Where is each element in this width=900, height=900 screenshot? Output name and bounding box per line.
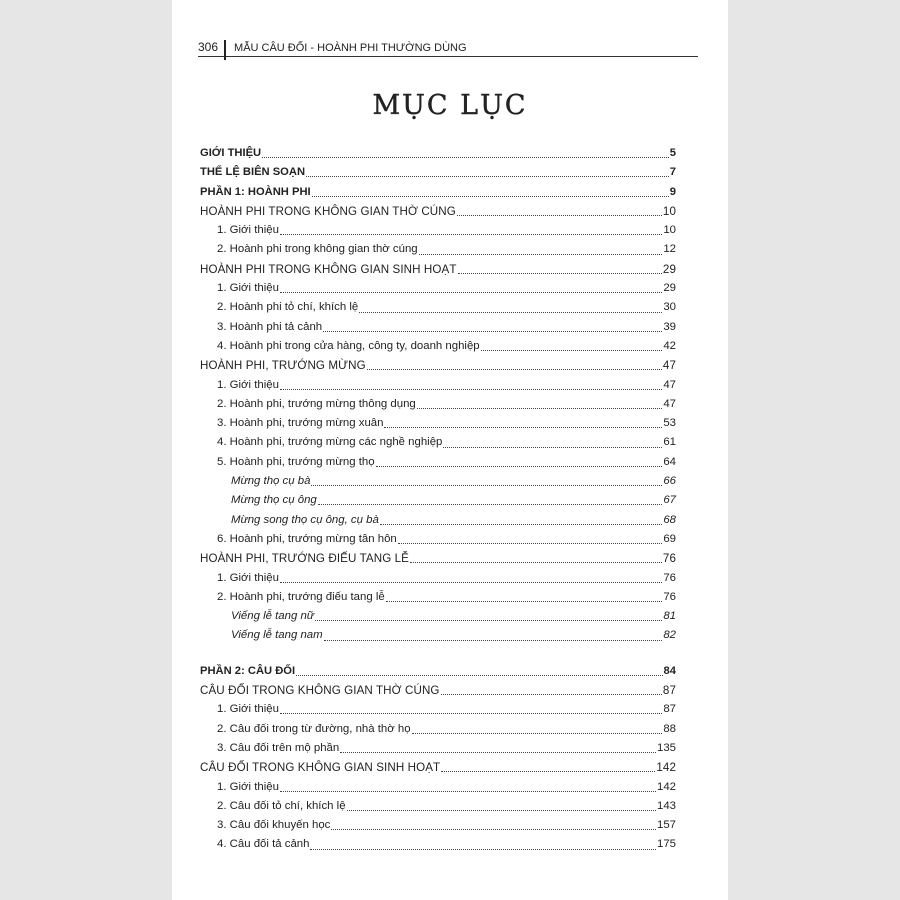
table-of-contents xyxy=(200,144,676,855)
toc-entry xyxy=(200,395,676,414)
toc-entry-page: 30 xyxy=(663,301,676,314)
toc-entry-label: 1. Giới thiệu xyxy=(217,378,279,391)
toc-entry-page: 87 xyxy=(662,684,676,698)
toc-entry-label: 2. Hoành phi tỏ chí, khích lệ xyxy=(217,301,359,314)
dot-leader xyxy=(324,640,663,641)
toc-entry xyxy=(200,816,676,835)
toc-entry-page: 47 xyxy=(662,359,676,373)
toc-entry xyxy=(200,626,676,645)
toc-entry-page: 5 xyxy=(669,147,676,159)
toc-entry xyxy=(200,337,676,356)
toc-entry-page: 47 xyxy=(663,378,676,391)
dot-leader xyxy=(412,733,663,734)
toc-entry xyxy=(200,163,676,182)
dot-leader xyxy=(386,601,663,602)
dot-leader xyxy=(280,292,662,293)
dot-leader xyxy=(419,254,663,255)
toc-entry-page: 67 xyxy=(663,494,676,507)
toc-entry-label: HOÀNH PHI TRONG KHÔNG GIAN THỜ CÚNG xyxy=(200,204,456,218)
toc-entry xyxy=(200,700,676,719)
toc-entry-page: 135 xyxy=(656,741,676,754)
toc-entry-page: 84 xyxy=(663,664,676,677)
toc-entry-page: 175 xyxy=(656,838,676,851)
dot-leader xyxy=(296,675,662,676)
dot-leader xyxy=(340,752,656,753)
toc-entry-label: 3. Hoành phi, trướng mừng xuân xyxy=(217,417,384,430)
dot-leader xyxy=(457,215,662,216)
dot-leader xyxy=(312,196,669,197)
dot-leader xyxy=(280,389,662,390)
toc-entry-label: 2. Hoành phi trong không gian thờ cúng xyxy=(217,243,418,256)
dot-leader xyxy=(443,447,662,448)
dot-leader xyxy=(410,562,662,563)
toc-entry-page: 68 xyxy=(663,513,676,526)
toc-entry xyxy=(200,472,676,491)
toc-entry xyxy=(200,240,676,259)
toc-entry-page: 29 xyxy=(663,282,676,295)
toc-entry-page: 143 xyxy=(656,799,676,812)
dot-leader xyxy=(280,582,662,583)
toc-entry-label: 3. Hoành phi tả cảnh xyxy=(217,320,323,333)
toc-entry-page: 76 xyxy=(663,571,676,584)
toc-entry-label: Viếng lễ tang nam xyxy=(231,629,323,642)
toc-entry xyxy=(200,453,676,472)
toc-entry xyxy=(200,758,676,777)
toc-entry-page: 10 xyxy=(662,204,676,218)
dot-leader xyxy=(262,157,669,158)
toc-entry xyxy=(200,530,676,549)
toc-entry-page: 64 xyxy=(663,455,676,468)
toc-entry-page: 29 xyxy=(662,262,676,276)
dot-leader xyxy=(441,694,662,695)
toc-entry-page: 53 xyxy=(663,417,676,430)
dot-leader xyxy=(315,620,662,621)
toc-entry-label: PHẦN 1: HOÀNH PHI xyxy=(200,185,311,198)
toc-entry xyxy=(200,433,676,452)
dot-leader xyxy=(380,524,663,525)
toc-entry xyxy=(200,491,676,510)
toc-entry xyxy=(200,414,676,433)
toc-entry-label: Viếng lễ tang nữ xyxy=(231,610,315,623)
page-title: MỤC LỤC xyxy=(372,90,528,121)
toc-entry-page: 61 xyxy=(663,436,676,449)
toc-entry-label: Mừng thọ cụ ông xyxy=(231,494,317,507)
toc-entry-label: 4. Hoành phi, trướng mừng các nghề nghiệp xyxy=(217,436,443,449)
toc-entry-page: 87 xyxy=(663,703,676,716)
dot-leader xyxy=(331,829,656,830)
toc-entry-label: 2. Câu đối trong từ đường, nhà thờ họ xyxy=(217,722,411,735)
toc-entry-page: 88 xyxy=(663,722,676,735)
toc-entry xyxy=(200,797,676,816)
toc-entry-page: 82 xyxy=(663,629,676,642)
toc-entry xyxy=(200,260,676,279)
toc-entry xyxy=(200,202,676,221)
book-title: MẪU CÂU ĐỐI - HOÀNH PHI THƯỜNG DÙNG xyxy=(234,42,467,54)
toc-entry-page: 12 xyxy=(663,243,676,256)
dot-leader xyxy=(310,849,656,850)
dot-leader xyxy=(323,331,662,332)
toc-entry xyxy=(200,298,676,317)
toc-entry xyxy=(200,607,676,626)
toc-entry-page: 10 xyxy=(663,224,676,237)
toc-entry-label: Mừng thọ cụ bà xyxy=(231,475,311,488)
running-header xyxy=(198,40,698,57)
toc-entry-page: 39 xyxy=(663,320,676,333)
dot-leader xyxy=(441,771,655,772)
toc-entry xyxy=(200,835,676,854)
toc-entry xyxy=(200,588,676,607)
dot-leader xyxy=(347,810,656,811)
toc-entry-label: THỂ LỆ BIÊN SOẠN xyxy=(200,166,306,179)
toc-entry xyxy=(200,318,676,337)
toc-entry xyxy=(200,569,676,588)
toc-entry-page: 142 xyxy=(656,761,676,775)
toc-entry-label: HOÀNH PHI, TRƯỚNG ĐIẾU TANG LỄ xyxy=(200,552,410,566)
toc-entry-page: 76 xyxy=(662,552,676,566)
toc-entry-page: 69 xyxy=(663,532,676,545)
toc-entry xyxy=(200,221,676,240)
dot-leader xyxy=(359,312,662,313)
toc-entry xyxy=(200,279,676,298)
toc-entry xyxy=(200,549,676,568)
dot-leader xyxy=(458,273,662,274)
toc-entry-page: 157 xyxy=(656,819,676,832)
dot-leader xyxy=(398,543,663,544)
dot-leader xyxy=(318,504,663,505)
toc-entry-label: CÂU ĐỐI TRONG KHÔNG GIAN THỜ CÚNG xyxy=(200,684,440,698)
book-page xyxy=(172,0,728,900)
toc-entry-label: 1. Giới thiệu xyxy=(217,282,279,295)
toc-entry xyxy=(200,376,676,395)
toc-entry-page: 47 xyxy=(663,397,676,410)
dot-leader xyxy=(384,427,662,428)
toc-entry xyxy=(200,511,676,530)
toc-entry-page: 142 xyxy=(656,780,676,793)
toc-entry xyxy=(200,356,676,375)
toc-entry-label: 1. Giới thiệu xyxy=(217,780,279,793)
dot-leader xyxy=(306,176,669,177)
toc-entry-label: 2. Hoành phi, trướng điếu tang lễ xyxy=(217,590,385,603)
page-number: 306 xyxy=(198,40,219,54)
toc-entry-label: 3. Câu đối khuyến học xyxy=(217,819,331,832)
dot-leader xyxy=(280,713,662,714)
dot-leader xyxy=(481,350,663,351)
toc-entry-label: 6. Hoành phi, trướng mừng tân hôn xyxy=(217,532,397,545)
header-divider xyxy=(224,40,226,60)
toc-entry-page: 7 xyxy=(669,166,676,179)
dot-leader xyxy=(280,234,662,235)
toc-entry-label: HOÀNH PHI TRONG KHÔNG GIAN SINH HOẠT xyxy=(200,262,457,276)
toc-entry xyxy=(200,183,676,202)
toc-entry-page: 81 xyxy=(663,610,676,623)
toc-entry-page: 76 xyxy=(663,590,676,603)
toc-entry-label: 2. Câu đối tỏ chí, khích lệ xyxy=(217,799,346,812)
dot-leader xyxy=(280,791,656,792)
toc-entry-label: 4. Hoành phi trong cửa hàng, công ty, doanh nghiệp xyxy=(217,339,480,352)
toc-entry-label: 3. Câu đối trên mộ phần xyxy=(217,741,340,754)
dot-leader xyxy=(376,466,663,467)
toc-entry-label: 1. Giới thiệu xyxy=(217,703,279,716)
toc-entry xyxy=(200,739,676,758)
toc-entry-label: 2. Hoành phi, trướng mừng thông dụng xyxy=(217,397,416,410)
toc-entry-label: 4. Câu đối tả cảnh xyxy=(217,838,310,851)
toc-entry-label: GIỚI THIỆU xyxy=(200,147,262,159)
dot-leader xyxy=(367,369,662,370)
toc-entry-label: PHẦN 2: CÂU ĐỐI xyxy=(200,664,296,677)
toc-entry xyxy=(200,681,676,700)
toc-entry-label: 5. Hoành phi, trướng mừng thọ xyxy=(217,455,375,468)
toc-entry-page: 9 xyxy=(669,185,676,198)
toc-entry xyxy=(200,778,676,797)
toc-entry-page: 66 xyxy=(663,475,676,488)
toc-entry-label: Mừng song thọ cụ ông, cụ bà xyxy=(231,513,379,526)
dot-leader xyxy=(417,408,663,409)
toc-entry-label: HOÀNH PHI, TRƯỚNG MỪNG xyxy=(200,359,366,373)
toc-entry-label: 1. Giới thiệu xyxy=(217,571,279,584)
toc-entry xyxy=(200,144,676,163)
toc-entry xyxy=(200,720,676,739)
dot-leader xyxy=(311,485,662,486)
toc-entry xyxy=(200,662,676,681)
toc-entry-page: 42 xyxy=(663,339,676,352)
toc-entry-label: CÂU ĐỐI TRONG KHÔNG GIAN SINH HOẠT xyxy=(200,761,441,775)
toc-entry-label: 1. Giới thiệu xyxy=(217,224,279,237)
